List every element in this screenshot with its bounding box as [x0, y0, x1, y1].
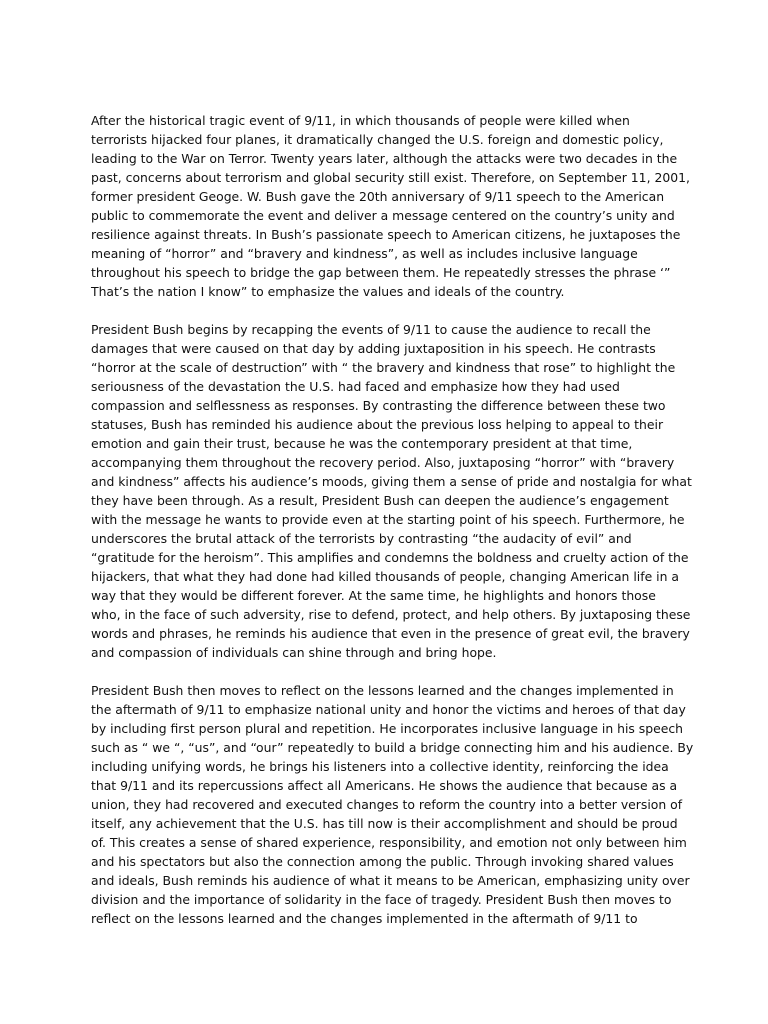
text-line: public to commemorate the event and deliver a message centered on the country’s unity and — [91, 208, 675, 223]
text-line: words and phrases, he reminds his audience that even in the presence of great evil, the bravery — [91, 626, 690, 641]
text-line: compassion and selflessness as responses. By contrasting the difference between these two — [91, 398, 666, 413]
text-line: President Bush begins by recapping the events of 9/11 to cause the audience to recall the — [91, 322, 651, 337]
paragraph — [91, 320, 692, 662]
document-body — [91, 111, 694, 947]
text-line: “horror at the scale of destruction” with “ the bravery and kindness that rose” to highlight the — [91, 360, 676, 375]
text-line: the aftermath of 9/11 to emphasize national unity and honor the victims and heroes of that day — [91, 702, 686, 717]
text-line: including unifying words, he brings his listeners into a collective identity, reinforcing the idea — [91, 759, 669, 774]
text-line: damages that were caused on that day by adding juxtaposition in his speech. He contrasts — [91, 341, 656, 356]
text-line: accompanying them throughout the recovery period. Also, juxtaposing “horror” with “bravery — [91, 455, 675, 470]
text-line: leading to the War on Terror. Twenty years later, although the attacks were two decades in the — [91, 151, 678, 166]
text-line: statuses, Bush has reminded his audience about the previous loss helping to appeal to their — [91, 417, 664, 432]
text-line: that 9/11 and its repercussions affect all Americans. He shows the audience that because as a — [91, 778, 678, 793]
paragraph — [91, 111, 690, 301]
text-line: itself, any achievement that the U.S. has till now is their accomplishment and should be proud — [91, 816, 678, 831]
text-line: and his spectators but also the connection among the public. Through invoking shared values — [91, 854, 674, 869]
text-line: terrorists hijacked four planes, it dramatically changed the U.S. foreign and domestic policy, — [91, 132, 664, 147]
paragraph — [91, 681, 694, 928]
text-line: That’s the nation I know” to emphasize the values and ideals of the country. — [91, 284, 565, 299]
text-line: throughout his speech to bridge the gap between them. He repeatedly stresses the phrase ‘” — [91, 265, 671, 280]
text-line: meaning of “horror” and “bravery and kindness”, as well as includes inclusive language — [91, 246, 638, 261]
text-line: such as “ we “, “us”, and “our” repeatedly to build a bridge connecting him and his audience. By — [91, 740, 694, 755]
text-line: of. This creates a sense of shared experience, responsibility, and emotion not only between him — [91, 835, 687, 850]
text-line: former president Geoge. W. Bush gave the 20th anniversary of 9/11 speech to the American — [91, 189, 665, 204]
text-line: past, concerns about terrorism and global security still exist. Therefore, on September 11, 2001, — [91, 170, 690, 185]
text-line: and ideals, Bush reminds his audience of what it means to be American, emphasizing unity over — [91, 873, 690, 888]
text-line: they have been through. As a result, President Bush can deepen the audience’s engagement — [91, 493, 669, 508]
text-line: union, they had recovered and executed changes to reform the country into a better version of — [91, 797, 683, 812]
text-line: resilience against threats. In Bush’s passionate speech to American citizens, he juxtaposes the — [91, 227, 681, 242]
text-line: with the message he wants to provide even at the starting point of his speech. Furthermore, he — [91, 512, 685, 527]
text-line: hijackers, that what they had done had killed thousands of people, changing American life in a — [91, 569, 679, 584]
text-line: After the historical tragic event of 9/11, in which thousands of people were killed when — [91, 113, 630, 128]
text-line: and kindness” affects his audience’s moods, giving them a sense of pride and nostalgia for what — [91, 474, 692, 489]
text-line: who, in the face of such adversity, rise to defend, protect, and help others. By juxtaposing these — [91, 607, 691, 622]
text-line: seriousness of the devastation the U.S. had faced and emphasize how they had used — [91, 379, 620, 394]
text-line: emotion and gain their trust, because he was the contemporary president at that time, — [91, 436, 633, 451]
text-line: by including first person plural and repetition. He incorporates inclusive language in his speech — [91, 721, 684, 736]
text-line: way that they would be different forever. At the same time, he highlights and honors those — [91, 588, 656, 603]
text-line: and compassion of individuals can shine through and bring hope. — [91, 645, 497, 660]
text-line: President Bush then moves to reflect on the lessons learned and the changes implemented in — [91, 683, 674, 698]
text-line: underscores the brutal attack of the terrorists by contrasting “the audacity of evil” and — [91, 531, 632, 546]
text-line: division and the importance of solidarity in the face of tragedy. President Bush then moves to — [91, 892, 672, 907]
text-line: reflect on the lessons learned and the changes implemented in the aftermath of 9/11 to — [91, 911, 638, 926]
text-line: “gratitude for the heroism”. This amplifies and condemns the boldness and cruelty action of the — [91, 550, 689, 565]
